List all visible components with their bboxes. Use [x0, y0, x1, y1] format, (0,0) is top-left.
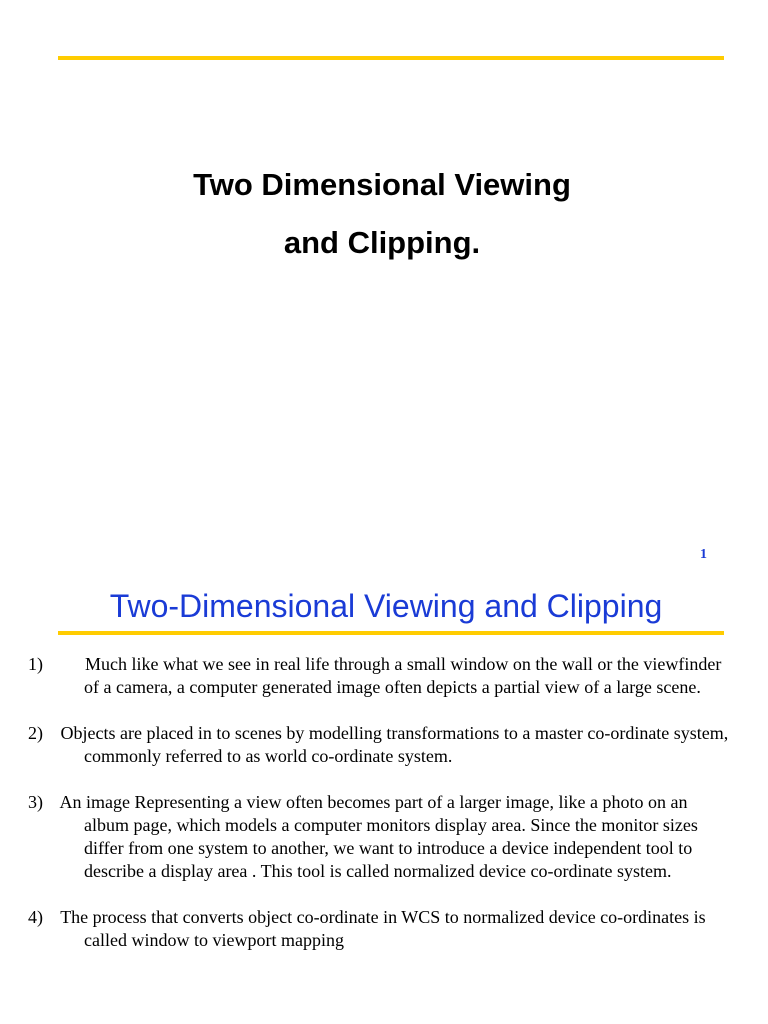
item-marker: 1): [28, 654, 43, 674]
page-number: 1: [700, 547, 707, 562]
item-text: Objects are placed in to scenes by modelling transformations to a master co-ordinate system, commonly referred to as world co-ordinate system.: [60, 723, 729, 766]
item-text: The process that converts object co-ordinate in WCS to normalized device co-ordinates is called window to viewport mapping: [60, 907, 706, 950]
item-text: An image Representing a view often becomes part of a larger image, like a photo on an album page, which models a computer monitors display area. Since the monitor sizes differ from one system to another, we want to introduce a device independent tool to describe a display area . This tool is called normalized device co-ordinate system.: [59, 792, 698, 881]
title-line-2: and Clipping.: [283, 225, 481, 260]
slide-heading: Two-Dimensional Viewing and Clipping: [109, 588, 663, 624]
heading-divider: [58, 631, 724, 635]
list-item: 4) The process that converts object co-ordinate in WCS to normalized device co-ordinates is called window to viewport mapping: [28, 907, 706, 950]
point-list: [28, 653, 732, 975]
list-item: [28, 653, 732, 699]
list-item: 2) Objects are placed in to scenes by modelling transformations to a master co-ordinate system, commonly referred to as world co-ordinate system.: [28, 723, 729, 766]
title-line-1: Two Dimensional Viewing: [193, 167, 571, 202]
list-item: 3) An image Representing a view often becomes part of a larger image, like a photo on an album page, which models a computer monitors display area. Since the monitor sizes differ from one system to another, we want to introduce a device independent tool to describe a display area . This tool is called normalized device co-ordinate system.: [28, 792, 698, 881]
top-divider: [58, 56, 724, 60]
page-title: [0, 156, 764, 272]
item-text: Much like what we see in real life through a small window on the wall or the viewfinder of a camera, a computer generated image often depicts a partial view of a large scene.: [84, 654, 722, 697]
